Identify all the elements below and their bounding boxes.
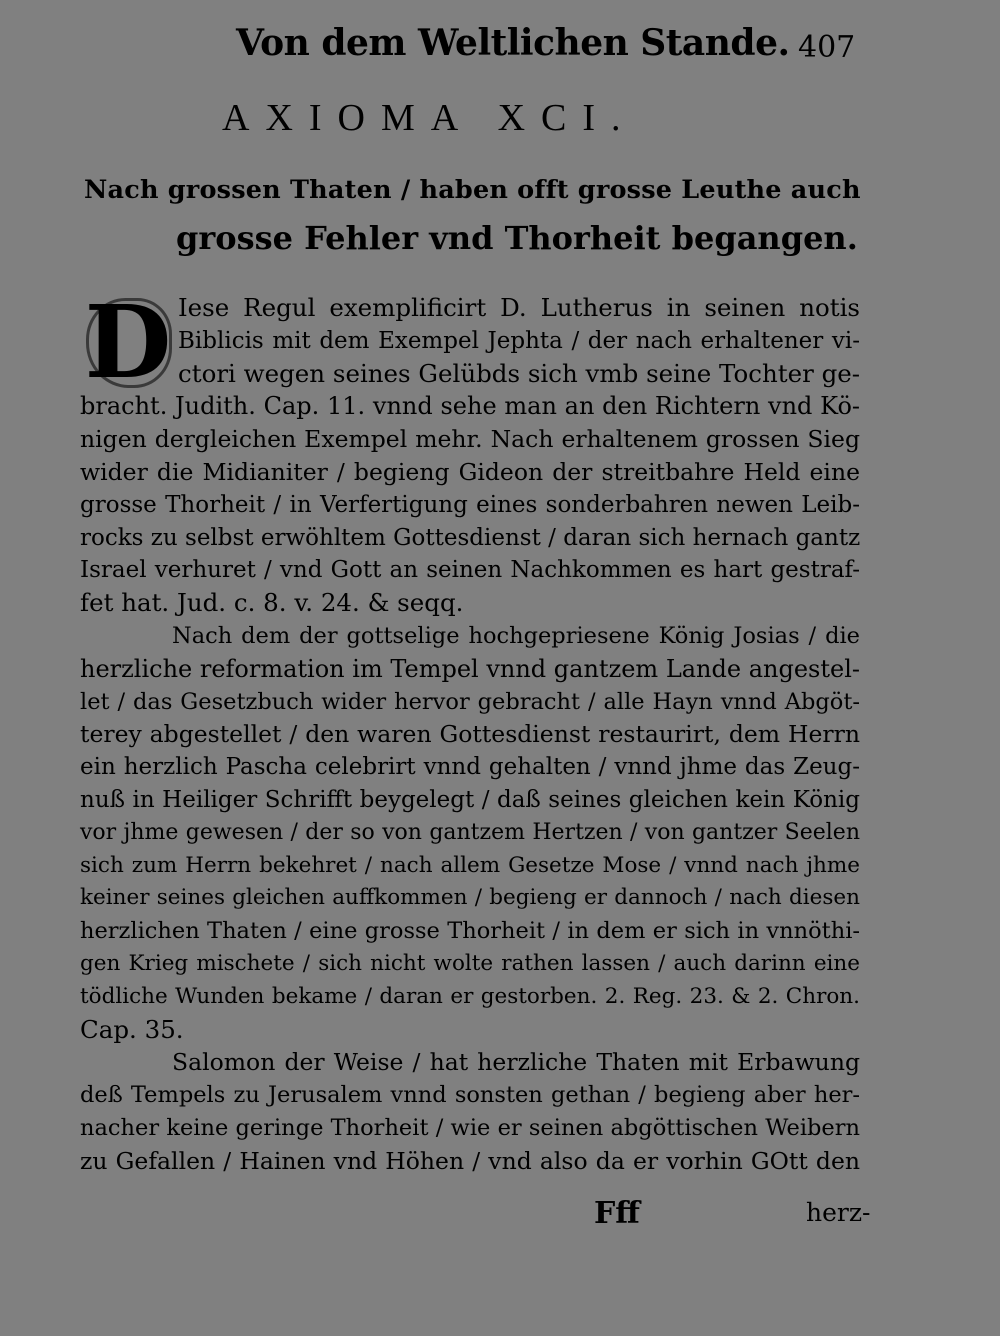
body-line: rocks zu selbst erwöhltem Gottesdienst / daran sich hernach gantz xyxy=(80,524,861,551)
drop-cap-initial: D xyxy=(82,292,174,392)
body-line: ctori wegen seines Gelübds sich vmb seine Tochter ge- xyxy=(178,358,861,388)
running-head: Von dem Weltlichen Stande. xyxy=(236,22,790,64)
page-footer xyxy=(0,1196,1000,1236)
body-line: grosse Thorheit / in Verfertigung eines sonderbahren newen Leib- xyxy=(80,491,860,518)
body-line: nigen dergleichen Exempel mehr. Nach erhaltenem grossen Sieg xyxy=(80,425,860,454)
body-line: bracht. Judith. Cap. 11. vnnd sehe man an den Richtern vnd Kö- xyxy=(80,392,860,421)
body-line: deß Tempels zu Jerusalem vnnd sonsten gethan / begieng aber her- xyxy=(80,1082,860,1109)
body-line: Cap. 35. xyxy=(80,1014,184,1044)
catchword: herz- xyxy=(806,1198,871,1227)
body-line: vor jhme gewesen / der so von gantzem Hertzen / von gantzer Seelen xyxy=(80,819,860,845)
body-line: sich zum Herrn bekehret / nach allem Gesetze Mose / vnnd nach jhme xyxy=(80,852,860,878)
body-line: herzlichen Thaten / eine grosse Thorheit / in dem er sich in vnnöthi- xyxy=(80,918,860,945)
body-line: herzliche reformation im Tempel vnnd gantzem Lande angestel- xyxy=(80,654,860,683)
body-text xyxy=(80,292,860,1178)
body-line: nuß in Heiliger Schrifft beygelegt / daß seines gleichen kein König xyxy=(80,786,860,813)
body-line: ein herzlich Pascha celebrirt vnnd gehalten / vnnd jhme das Zeug- xyxy=(80,754,860,781)
axiom-title: AXIOMA XCI. xyxy=(222,97,637,139)
heading-line-1: Nach grossen Thaten / haben offt grosse Leuthe auch xyxy=(84,175,861,205)
body-line: terey abgestellet / den waren Gottesdienst restaurirt, dem Herrn xyxy=(80,720,860,749)
body-line: Nach dem der gottselige hochgepriesene König Josias / die xyxy=(172,622,860,649)
body-line: tödliche Wunden bekame / daran er gestorben. 2. Reg. 23. & 2. Chron. xyxy=(80,983,860,1009)
body-line: fet hat. Jud. c. 8. v. 24. & seqq. xyxy=(80,588,464,618)
section-heading xyxy=(84,166,864,262)
body-line: keiner seines gleichen auffkommen / begieng er dannoch / nach diesen xyxy=(80,885,860,911)
heading-line-2: grosse Fehler vnd Thorheit begangen. xyxy=(176,219,858,257)
body-line: let / das Gesetzbuch wider hervor gebracht / alle Hayn vnnd Abgöt- xyxy=(80,688,860,715)
body-line: wider die Midianiter / begieng Gideon der streitbahre Held eine xyxy=(80,457,860,486)
body-line: nacher keine geringe Thorheit / wie er seinen abgöttischen Weibern xyxy=(80,1114,860,1141)
page-number: 407 xyxy=(798,30,856,65)
body-line: Biblicis mit dem Exempel Jephta / der nach erhaltener vi- xyxy=(178,327,860,354)
body-line: Iese Regul exemplificirt D. Lutherus in seinen notis xyxy=(178,293,860,322)
body-line: zu Gefallen / Hainen vnd Höhen / vnd also da er vorhin GOtt den xyxy=(80,1146,860,1175)
body-line: Israel verhuret / vnd Gott an seinen Nachkommen es hart gestraf- xyxy=(80,557,860,584)
signature-mark: Fff xyxy=(594,1196,640,1231)
body-line: Salomon der Weise / hat herzliche Thaten mit Erbawung xyxy=(172,1048,860,1077)
body-line: gen Krieg mischete / sich nicht wolte rathen lassen / auch darinn eine xyxy=(80,950,860,976)
